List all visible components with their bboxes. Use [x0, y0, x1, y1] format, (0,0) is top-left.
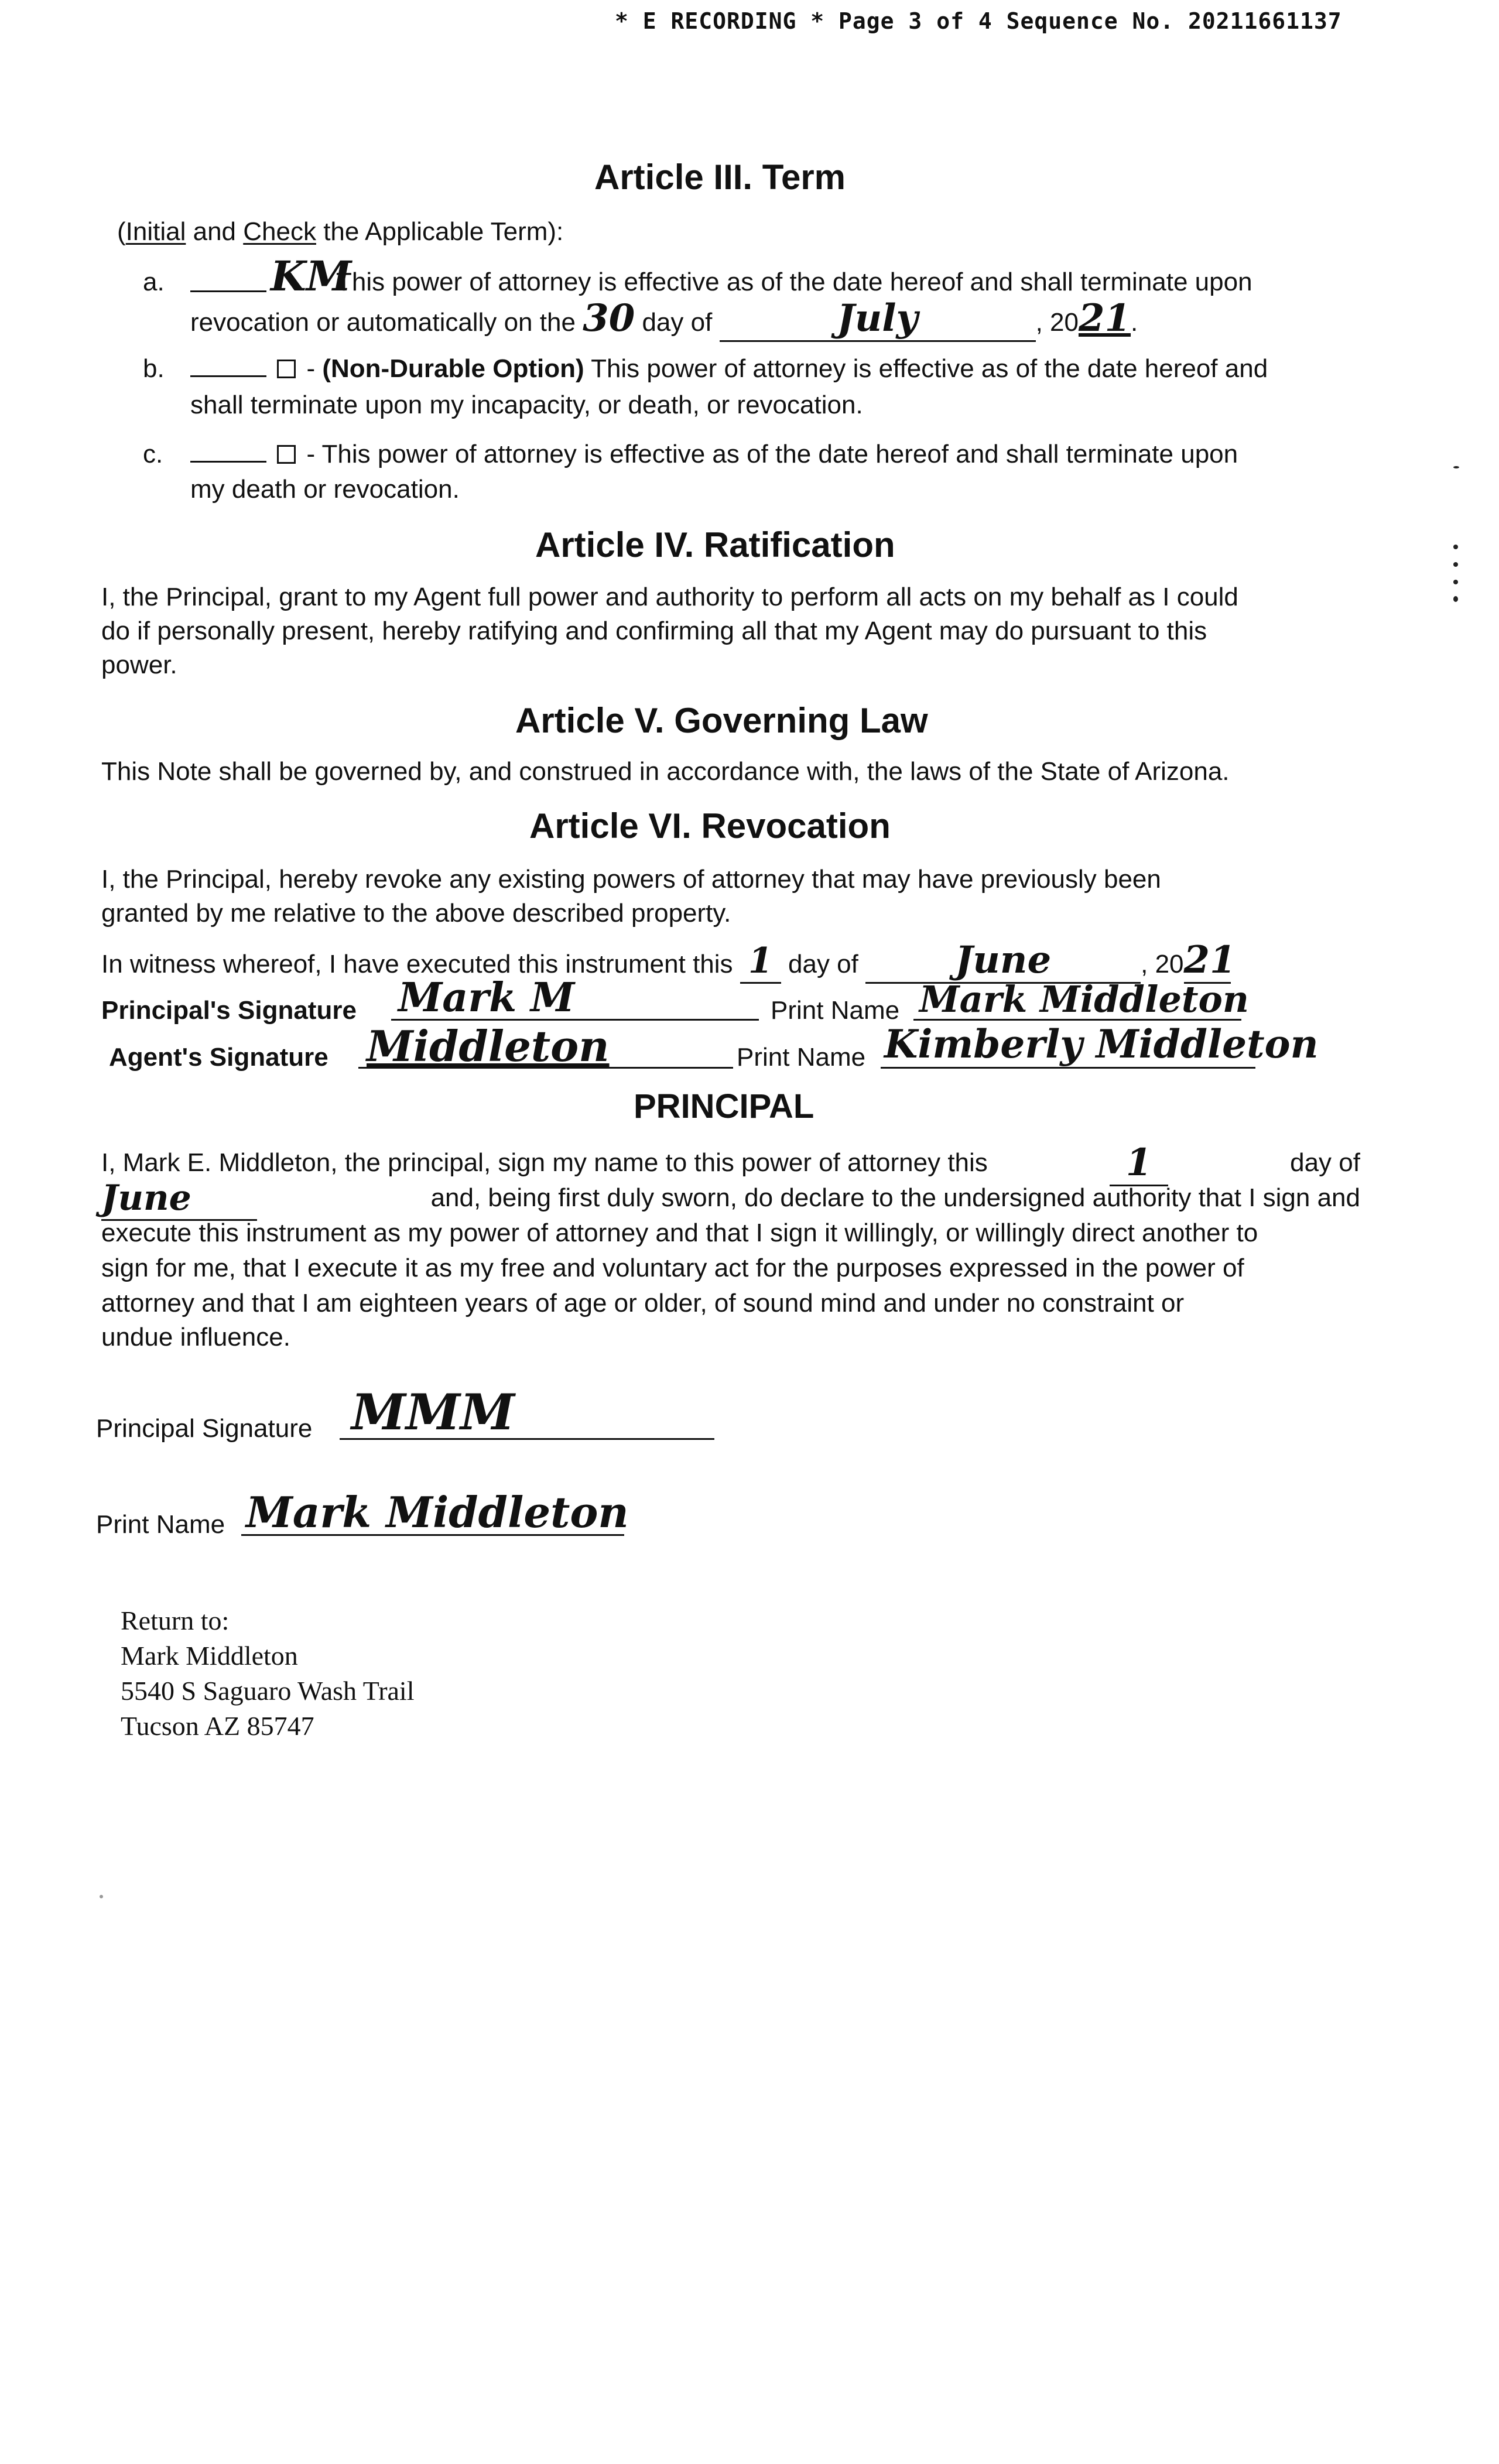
principal-print-name-block-handwritten: Mark Middleton: [246, 1487, 629, 1537]
principal-line-3: execute this instrument as my power of attorney and that I sign it willingly, or willingly direct another to: [101, 1219, 1258, 1247]
principal-heading: PRINCIPAL: [634, 1087, 814, 1125]
agent-signature-handwritten: Middleton: [367, 1021, 610, 1071]
article-4-heading: Article IV. Ratification: [535, 525, 895, 564]
option-a-line-1: This power of attorney is effective as of the date hereof and shall terminate upon: [336, 268, 1252, 296]
check-label: Check: [243, 217, 316, 246]
agent-signature-label: Agent's Signature: [109, 1043, 328, 1072]
principal-line-6: undue influence.: [101, 1323, 290, 1351]
principal-month-field: June: [101, 1180, 257, 1221]
article-5-text: This Note shall be governed by, and construed in accordance with, the laws of the State of Arizona.: [101, 757, 1230, 786]
option-c-checkbox[interactable]: [277, 445, 296, 464]
option-b-checkbox[interactable]: [277, 360, 296, 378]
principal-signature-block-label: Principal Signature: [96, 1414, 313, 1443]
option-c-initial-line: [190, 455, 266, 463]
article-6-line-1: I, the Principal, hereby revoke any existing powers of attorney that may have previously been: [101, 865, 1161, 894]
principal-line-1: I, Mark E. Middleton, the principal, sign my name to this power of attorney this 1 day of: [101, 1145, 1360, 1186]
article-4-line-2: do if personally present, hereby ratifying and confirming all that my Agent may do pursuant to this: [101, 617, 1207, 645]
option-c-line-1: - This power of attorney is effective as of the date hereof and shall terminate upon: [190, 437, 1238, 472]
scan-mark: [1453, 580, 1458, 584]
principal-line-2: June and, being first duly sworn, do declare to the undersigned authority that I sign and: [101, 1180, 1360, 1221]
principal-signature-handwritten: Mark M: [398, 974, 575, 1021]
article-5-heading: Article V. Governing Law: [515, 701, 928, 740]
witness-day-field: 1: [740, 943, 781, 984]
scan-mark: [1453, 562, 1458, 567]
option-b-line-1: - (Non-Durable Option) This power of attorney is effective as of the date hereof and: [190, 351, 1268, 386]
option-a-initial-line: [190, 285, 266, 292]
agent-print-name-line: [881, 1067, 1255, 1069]
article-3-instruction: (Initial and Check the Applicable Term):: [117, 217, 564, 246]
option-a-month-field: July: [720, 301, 1036, 342]
principal-signature-block-handwritten: MMM: [351, 1383, 515, 1441]
agent-print-name-handwritten: Kimberly Middleton: [884, 1021, 1319, 1067]
witness-month-field: June: [865, 943, 1141, 984]
option-b-line-2: shall terminate upon my incapacity, or death, or revocation.: [190, 391, 863, 419]
witness-year-field: 21: [1184, 943, 1231, 984]
option-c-marker: c.: [143, 440, 163, 468]
article-3-heading: Article III. Term: [594, 158, 846, 197]
option-b-initial-line: [190, 369, 266, 377]
return-to-name: Mark Middleton: [121, 1641, 298, 1671]
article-4-line-1: I, the Principal, grant to my Agent full power and authority to perform all acts on my behalf as I could: [101, 583, 1238, 611]
principal-line-5: attorney and that I am eighteen years of age or older, of sound mind and under no constraint or: [101, 1289, 1185, 1317]
recording-header: * E RECORDING * Page 3 of 4 Sequence No. 20211661137: [615, 8, 1342, 34]
return-to-street: 5540 S Saguaro Wash Trail: [121, 1676, 415, 1706]
initial-label: Initial: [125, 217, 186, 246]
principal-print-name-block-label: Print Name: [96, 1510, 225, 1539]
scan-mark: [1453, 466, 1459, 468]
option-a-marker: a.: [143, 268, 165, 296]
article-6-line-2: granted by me relative to the above described property.: [101, 899, 731, 928]
principal-print-name-label: Print Name: [771, 996, 900, 1025]
principal-day-field: 1: [1110, 1145, 1168, 1186]
principal-signature-label: Principal's Signature: [101, 996, 357, 1025]
return-to-label: Return to:: [121, 1606, 230, 1635]
witness-line: In witness whereof, I have executed this instrument this 1 day of June , 2021: [101, 943, 1231, 984]
principal-print-name-handwritten: Mark Middleton: [919, 978, 1249, 1021]
option-a-day-handwritten: 30: [583, 296, 635, 340]
option-a-line-2: revocation or automatically on the 30 day of July , 2021.: [190, 301, 1138, 342]
scan-mark: [100, 1895, 103, 1898]
option-b-marker: b.: [143, 354, 165, 383]
option-c-line-2: my death or revocation.: [190, 475, 460, 504]
scan-mark: [1453, 596, 1458, 602]
option-a-year-handwritten: 21: [1078, 296, 1131, 340]
agent-print-name-label: Print Name: [737, 1043, 866, 1072]
non-durable-label: (Non-Durable Option): [322, 354, 584, 383]
article-4-line-3: power.: [101, 651, 177, 679]
principal-line-4: sign for me, that I execute it as my free and voluntary act for the purposes expressed in the power of: [101, 1254, 1244, 1282]
option-a-handwritten-initial: KM: [271, 252, 352, 300]
return-to-city: Tucson AZ 85747: [121, 1711, 314, 1741]
article-6-heading: Article VI. Revocation: [529, 806, 891, 846]
scan-mark: [1453, 545, 1458, 549]
